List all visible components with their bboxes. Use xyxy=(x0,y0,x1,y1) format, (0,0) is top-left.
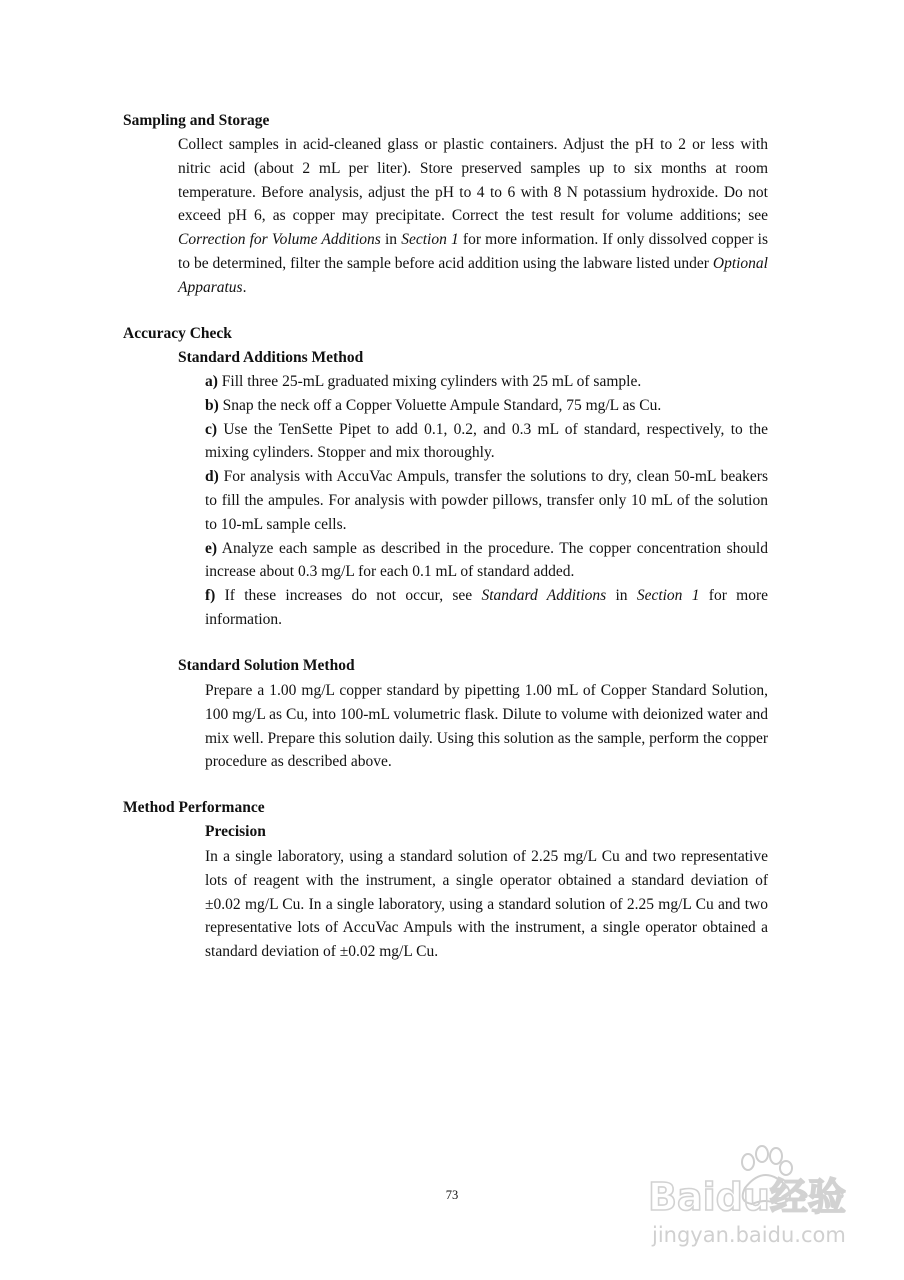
step-c: c) Use the TenSette Pipet to add 0.1, 0.2, and 0.3 mL of standard, respectively, to the mixing cylinders. Stopper and mix thoroughly. xyxy=(205,420,768,462)
heading-accuracy-check: Accuracy Check xyxy=(123,325,232,342)
heading-sampling-storage: Sampling and Storage xyxy=(123,112,270,129)
heading-standard-solution: Standard Solution Method xyxy=(178,657,355,674)
step-f: f) If these increases do not occur, see Standard Additions in Section 1 for more information. xyxy=(205,587,768,628)
precision-paragraph: In a single laboratory, using a standard solution of 2.25 mg/L Cu and two representative lots of reagent with the instrument, a single operator obtained a standard deviation of ±0.02 mg/L Cu. In a single laboratory, using a standard solution of 2.25 mg/L Cu and two representative lots of AccuVac Ampuls with the instrument, a single operator obtained a standard deviation of ±0.02 mg/L Cu. xyxy=(205,848,768,961)
step-d: d) For analysis with AccuVac Ampuls, transfer the solutions to dry, clean 50-mL beakers to fill the ampules. For analysis with powder pillows, transfer only 10 mL of the solution to 10-mL sample cells. xyxy=(205,468,768,533)
page-number: 73 xyxy=(445,1188,459,1202)
heading-precision: Precision xyxy=(205,823,266,840)
step-b: b) Snap the neck off a Copper Voluette Ampule Standard, 75 mg/L as Cu. xyxy=(205,396,662,414)
watermark-url: jingyan.baidu.com xyxy=(652,1223,846,1247)
standard-additions-steps xyxy=(205,370,768,632)
standard-solution-paragraph: Prepare a 1.00 mg/L copper standard by pipetting 1.00 mL of Copper Standard Solution, 100 mg/L as Cu, into 100-mL volumetric flask. Dilute to volume with deionized water and mix well. Prepare this solution daily. Using this solution as the sample, perform the copper procedure as described above. xyxy=(205,682,768,771)
baidu-watermark xyxy=(640,1140,890,1270)
step-e: e) Analyze each sample as described in the procedure. The copper concentration should increase about 0.3 mg/L for each 0.1 mL of standard added. xyxy=(205,539,768,581)
step-a: a) Fill three 25-mL graduated mixing cylinders with 25 mL of sample. xyxy=(205,373,642,390)
heading-standard-additions: Standard Additions Method xyxy=(178,349,364,366)
watermark-brand: Baidu经验 xyxy=(648,1175,846,1219)
sampling-paragraph: Collect samples in acid-cleaned glass or plastic containers. Adjust the pH to 2 or less with nitric acid (about 2 mL per liter). Store preserved samples up to six months at room temperature. Before analysis, adjust the pH to 4 to 6 with 8 N potassium hydroxide. Do not exceed pH 6, as copper may precipitate. Correct the test result for volume additions; see Correction for Volume Additions in Section 1 for more information. If only dissolved copper is to be determined, filter the sample before acid addition using the labware listed under Optional Apparatus. xyxy=(178,136,769,296)
heading-method-performance: Method Performance xyxy=(123,799,265,816)
